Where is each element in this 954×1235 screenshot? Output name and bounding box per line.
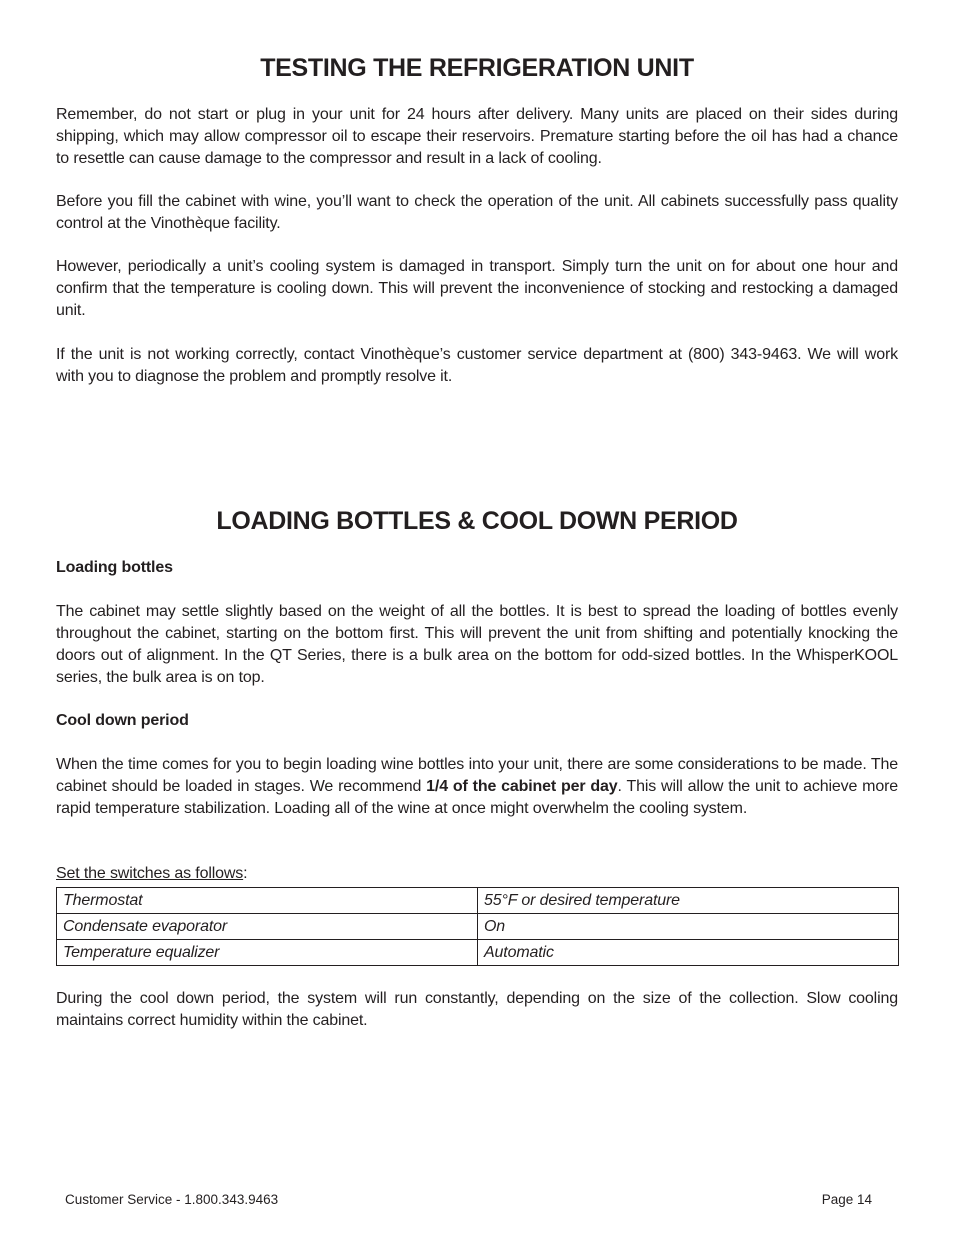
testing-paragraph-3: However, periodically a unit’s cooling system is damaged in transport. Simply turn the unit on for about one hour and confirm that the temperature is cooling down. This will prevent the inconvenience of stocking and restocking a damaged unit. <box>56 258 898 319</box>
switch-setting-value: 55°F or desired temperature <box>478 888 899 914</box>
cool-down-closing-paragraph: During the cool down period, the system will run constantly, depending on the size of the collection. Slow cooling maintains correct humidity within the cabinet. <box>56 990 898 1029</box>
switch-setting-name: Temperature equalizer <box>57 940 478 966</box>
switch-setting-name: Thermostat <box>57 888 478 914</box>
switches-label <box>56 863 898 885</box>
section-title-loading: LOADING BOTTLES & COOL DOWN PERIOD <box>216 507 738 535</box>
cool-down-text-2: . This will allow the unit to achieve more rapid temperature stabilization. Loading all of the wine at once might overwhelm the cooling system. <box>56 778 898 817</box>
table-row <box>57 914 899 940</box>
cool-down-paragraph <box>56 754 898 820</box>
loading-bottles-paragraph: The cabinet may settle slightly based on the weight of all the bottles. It is best to spread the loading of bottles evenly throughout the cabinet, starting on the bottom first. This will prevent the unit from shifting and potentially knocking the doors out of alignment. In the QT Series, there is a bulk area on the bottom for odd-sized bottles. In the WhisperKOOL series, the bulk area is on top. <box>56 603 898 686</box>
cool-down-text-1: When the time comes for you to begin loading wine bottles into your unit, there are some considerations to be made. The cabinet should be loaded in stages. We recommend <box>56 756 898 795</box>
testing-paragraph-4: If the unit is not working correctly, contact Vinothèque’s customer service department at (800) 343-9463. We will work with you to diagnose the problem and promptly resolve it. <box>56 346 898 385</box>
testing-paragraph-2: Before you fill the cabinet with wine, you’ll want to check the operation of the unit. All cabinets successfully pass quality control at the Vinothèque facility. <box>56 193 898 232</box>
cool-down-emphasis: 1/4 of the cabinet per day <box>426 778 618 795</box>
switch-setting-name: Condensate evaporator <box>57 914 478 940</box>
table-row <box>57 940 899 966</box>
switch-setting-value: On <box>478 914 899 940</box>
table-row <box>57 888 899 914</box>
switch-setting-value: Automatic <box>478 940 899 966</box>
footer-page-number: Page 14 <box>821 1192 872 1207</box>
loading-bottles-heading: Loading bottles <box>56 559 173 576</box>
cool-down-heading: Cool down period <box>56 712 189 729</box>
footer-customer-service: Customer Service - 1.800.343.9463 <box>65 1192 279 1207</box>
switches-label-text: Set the switches as follows <box>56 865 244 882</box>
section-title-testing: TESTING THE REFRIGERATION UNIT <box>260 54 694 82</box>
testing-paragraph-1: Remember, do not start or plug in your unit for 24 hours after delivery. Many units are placed on their sides during shipping, which may allow compressor oil to escape their reservoirs. Premature starting before the oil has had a chance to resettle can cause damage to the compressor and result in a lack of cooling. <box>56 106 898 167</box>
switch-settings-table <box>56 887 899 966</box>
switches-label-colon: : <box>243 865 248 882</box>
